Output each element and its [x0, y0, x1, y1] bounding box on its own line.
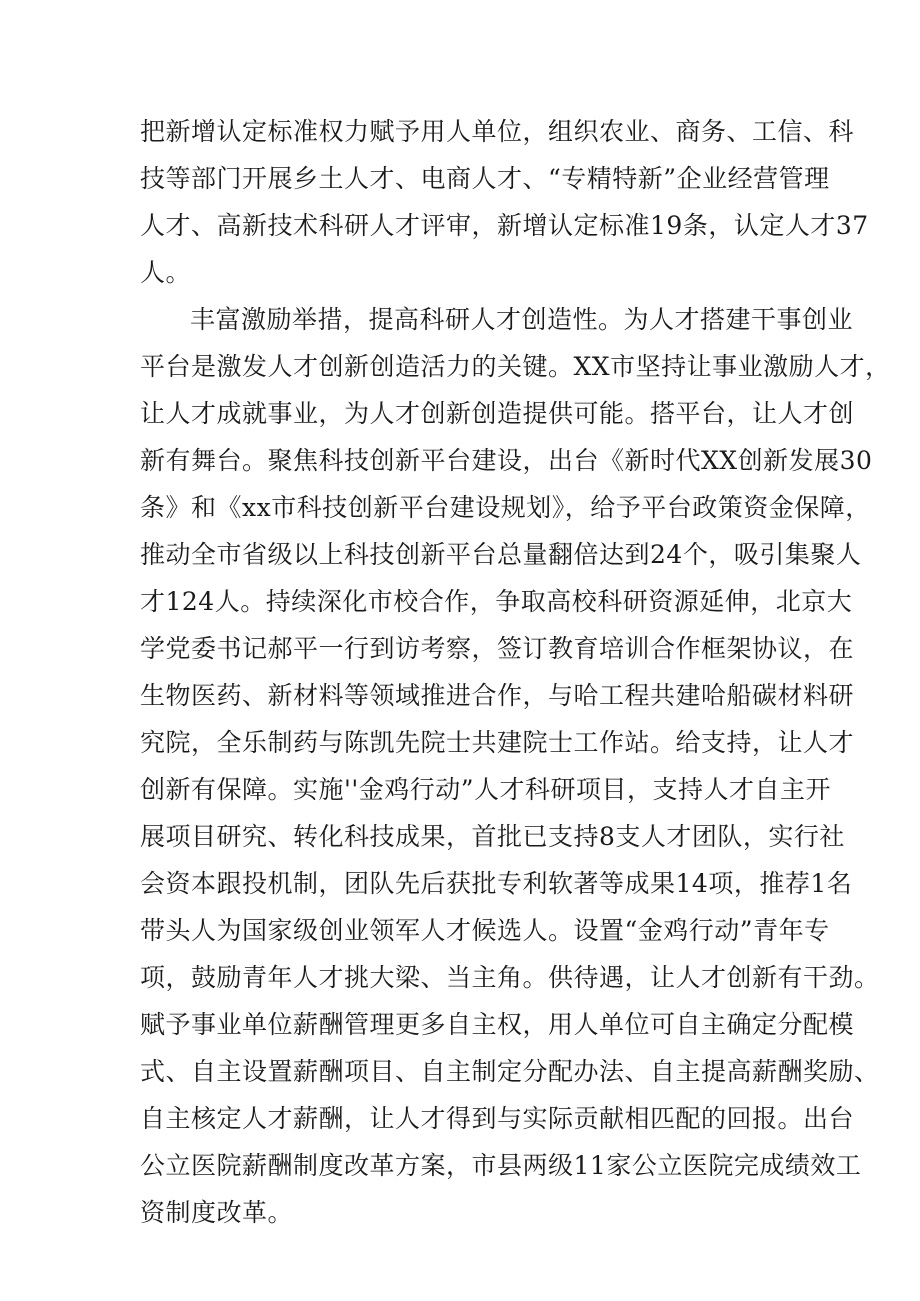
text-line: 推动全市省级以上科技创新平台总量翻倍达到24个，吸引集聚人 [140, 540, 862, 569]
text-line: 丰富激励举措，提高科研人才创造性。为人才搭建干事创业 [190, 305, 854, 334]
text-line: 资制度改革。 [140, 1198, 294, 1227]
text-line: 生物医药、新材料等领域推进合作，与哈工程共建哈船碳材料研 [140, 681, 855, 710]
text-line: 人。 [140, 258, 192, 287]
text-line: 赋予事业单位薪酬管理更多自主权，用人单位可自主确定分配模 [140, 1010, 855, 1039]
text-line: 自主核定人才薪酬，让人才得到与实际贡献相匹配的回报。出台 [140, 1104, 855, 1133]
body-text [140, 108, 891, 1236]
text-line: 学党委书记郝平一行到访考察，签订教育培训合作框架协议，在 [140, 634, 855, 663]
text-line: 会资本跟投机制，团队先后获批专利软著等成果14项，推荐1名 [140, 869, 853, 898]
text-line: 式、自主设置薪酬项目、自主制定分配办法、自主提高薪酬奖励、 [140, 1057, 880, 1086]
text-line: 带头人为国家级创业领军人才候选人。设置“金鸡行动”青年专 [140, 916, 830, 945]
text-line: 公立医院薪酬制度改革方案，市县两级11家公立医院完成绩效工 [140, 1151, 862, 1180]
paragraph-1 [140, 108, 869, 296]
text-line: 平台是激发人才创新创造活力的关键。XX市坚持让事业激励人才， [140, 352, 891, 381]
text-line: 条》和《xx市科技创新平台建设规划》，给予平台政策资金保障， [140, 493, 871, 522]
text-line: 项，鼓励青年人才挑大梁、当主角。供待遇，让人才创新有干劲。 [140, 963, 880, 992]
text-line: 技等部门开展乡土人才、电商人才、“专精特新”企业经营管理 [140, 164, 830, 193]
text-line: 新有舞台。聚焦科技创新平台建设，出台《新时代XX创新发展30 [140, 446, 873, 475]
text-line: 展项目研究、转化科技成果，首批已支持8支人才团队，实行社 [140, 822, 845, 851]
text-line: 让人才成就事业，为人才创新创造提供可能。搭平台，让人才创 [140, 399, 855, 428]
text-line: 才124人。持续深化市校合作，争取高校科研资源延伸，北京大 [140, 587, 853, 616]
text-line: 把新增认定标准权力赋予用人单位，组织农业、商务、工信、科 [140, 117, 855, 146]
text-line: 人才、高新技术科研人才评审，新增认定标准19条，认定人才37 [140, 211, 869, 240]
text-line: 创新有保障。实施''金鸡行动”人才科研项目，支持人才自主开 [140, 775, 832, 804]
text-line: 究院，全乐制药与陈凯先院士共建院士工作站。给支持，让人才 [140, 728, 855, 757]
paragraph-2 [140, 296, 891, 1236]
